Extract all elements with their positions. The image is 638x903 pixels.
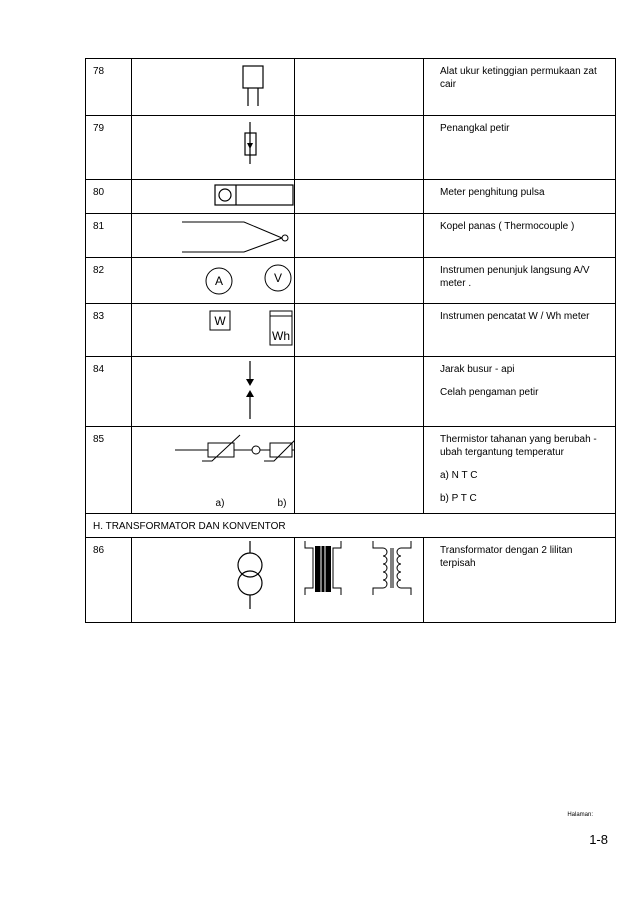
row-number: 83 (86, 304, 132, 357)
thermocouple-icon (132, 214, 294, 257)
symbol-alt (295, 116, 424, 180)
description: Kopel panas ( Thermocouple ) (424, 214, 616, 258)
symbol-transformer-coils (295, 538, 424, 623)
symbol-lightning-arrester (132, 116, 295, 180)
transformer-circles-icon (132, 538, 294, 622)
symbol-alt (295, 427, 424, 514)
table-row (86, 59, 616, 116)
av-meter-icon (132, 258, 294, 303)
description: Instrumen penunjuk langsung A/V meter . (424, 258, 616, 304)
symbol-thermistor (132, 427, 295, 514)
table-row (86, 214, 616, 258)
wattmeter-icon (132, 304, 294, 356)
description-line-2: a) N T C (440, 470, 478, 481)
table-row (86, 357, 616, 427)
description: Penangkal petir (424, 116, 616, 180)
row-number: 82 (86, 258, 132, 304)
footer-page-number: 1-8 (589, 832, 608, 847)
description-line-3: b) P T C (440, 493, 477, 504)
table-row (86, 514, 616, 538)
thermistor-icon (132, 427, 294, 513)
description: Transformator dengan 2 lilitan terpisah (424, 538, 616, 623)
footer-page-label: Halaman: (567, 812, 593, 818)
thermistor-label-b: b) (277, 498, 287, 509)
section-heading: H. TRANSFORMATOR DAN KONVENTOR (86, 514, 616, 538)
transformer-coils-icon (295, 538, 423, 622)
description (424, 427, 616, 514)
symbol-table (85, 58, 616, 623)
description-line-1: Jarak busur - api (440, 364, 515, 375)
spark-gap-icon (132, 357, 294, 426)
description: Meter penghitung pulsa (424, 180, 616, 214)
wh-meter-label: Wh (272, 329, 290, 343)
table-row (86, 116, 616, 180)
symbol-thermocouple (132, 214, 295, 258)
symbol-spark-gap (132, 357, 295, 427)
symbol-alt (295, 180, 424, 214)
row-number: 85 (86, 427, 132, 514)
table-row (86, 258, 616, 304)
table-row (86, 427, 616, 514)
thermistor-label-a: a) (215, 498, 225, 509)
description: Alat ukur ketinggian permukaan zat cair (424, 59, 616, 116)
symbol-alt (295, 59, 424, 116)
symbol-level-meter (132, 59, 295, 116)
voltmeter-label: V (273, 271, 283, 285)
symbol-w-wh-meter (132, 304, 295, 357)
row-number: 81 (86, 214, 132, 258)
symbol-av-meter (132, 258, 295, 304)
lightning-arrester-icon (132, 116, 294, 179)
row-number: 79 (86, 116, 132, 180)
row-number: 86 (86, 538, 132, 623)
row-number: 84 (86, 357, 132, 427)
pulse-meter-icon (132, 180, 294, 213)
table-row (86, 180, 616, 214)
table-row (86, 304, 616, 357)
symbol-pulse-meter (132, 180, 295, 214)
symbol-alt (295, 258, 424, 304)
symbol-transformer-circles (132, 538, 295, 623)
description-line-2: Celah pengaman petir (440, 387, 539, 398)
symbol-alt (295, 304, 424, 357)
table-row (86, 538, 616, 623)
row-number: 80 (86, 180, 132, 214)
level-meter-icon (132, 59, 294, 115)
ammeter-label: A (214, 274, 224, 288)
symbol-alt (295, 214, 424, 258)
description (424, 357, 616, 427)
row-number: 78 (86, 59, 132, 116)
description: Instrumen pencatat W / Wh meter (424, 304, 616, 357)
description-line-1: Thermistor tahanan yang berubah -ubah tergantung temperatur (440, 434, 597, 458)
wattmeter-label: W (214, 314, 226, 328)
symbol-alt (295, 357, 424, 427)
